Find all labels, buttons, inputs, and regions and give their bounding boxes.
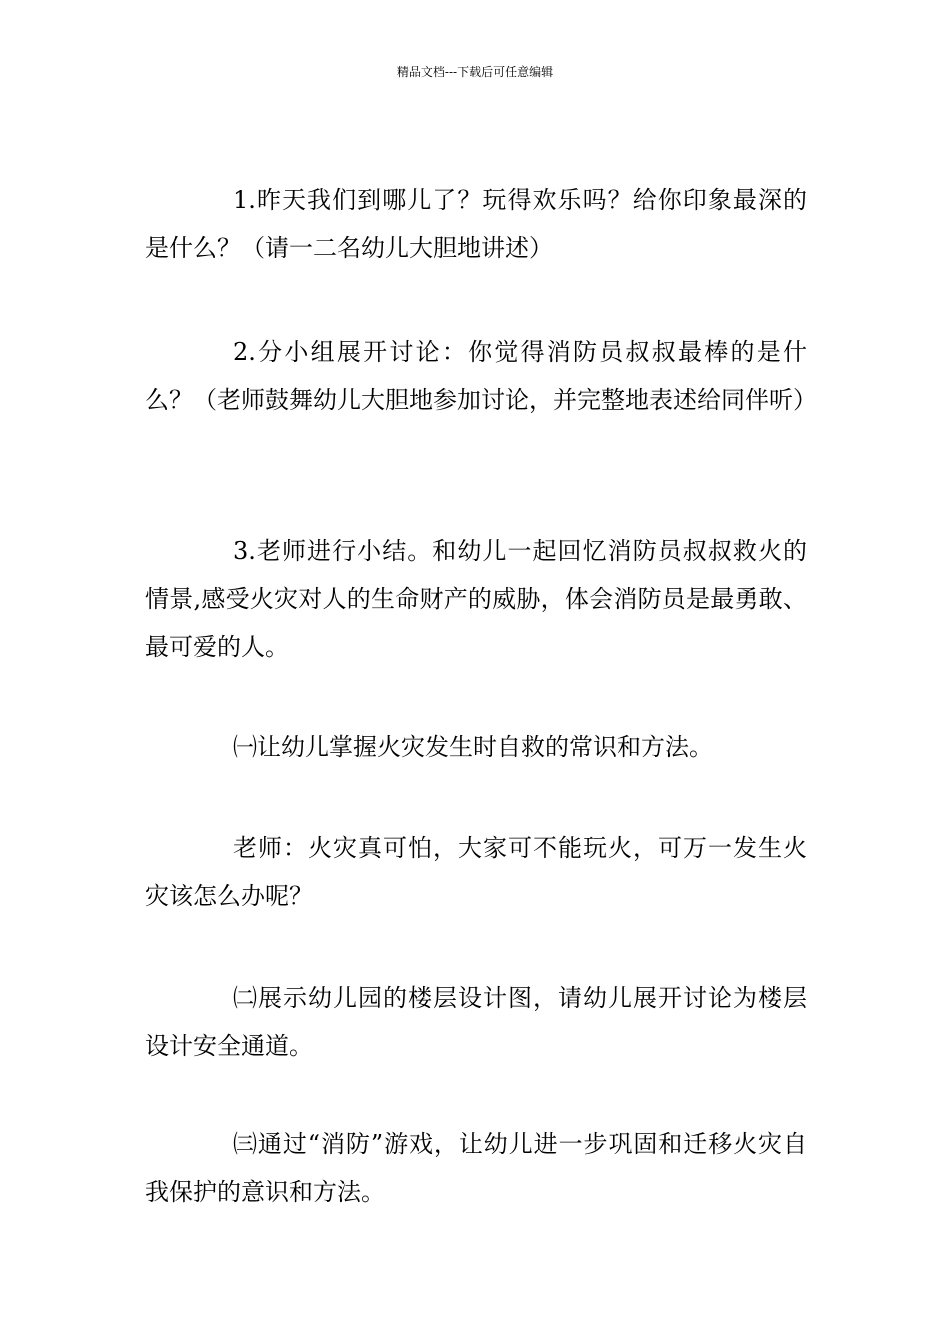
paragraph-1: 1.昨天我们到哪儿了？玩得欢乐吗？给你印象最深的是什么？（请一二名幼儿大胆地讲述）: [145, 186, 807, 262]
paragraph-6: ㈡展示幼儿园的楼层设计图，请幼儿展开讨论为楼层设计安全通道。: [145, 984, 807, 1060]
paragraph-2: 2.分小组展开讨论：你觉得消防员叔叔最棒的是什么？（老师鼓舞幼儿大胆地参加讨论，并完整地表述给同伴听）: [145, 338, 817, 414]
paragraph-7: ㈢通过“消防”游戏，让幼儿进一步巩固和迁移火灾自我保护的意识和方法。: [145, 1130, 807, 1206]
paragraph-4: ㈠让幼儿掌握火灾发生时自救的常识和方法。: [233, 733, 713, 761]
paragraph-5: 老师：火灾真可怕，大家可不能玩火，可万一发生火灾该怎么办呢？: [145, 834, 807, 910]
page-header: 精品文档---下载后可任意编辑: [396, 65, 554, 79]
paragraph-3: 3.老师进行小结。和幼儿一起回忆消防员叔叔救火的情景,感受火灾对人的生命财产的威胁，体会消防员是最勇敢、最可爱的人。: [145, 537, 807, 661]
